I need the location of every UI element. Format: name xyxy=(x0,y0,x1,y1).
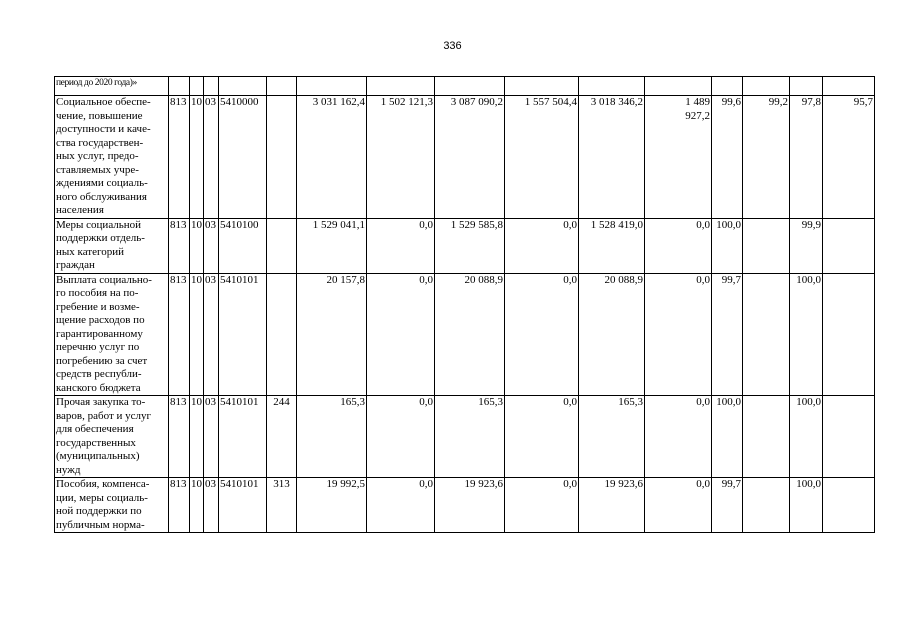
subsection-code xyxy=(204,77,219,96)
value-5: 165,3 xyxy=(579,396,645,478)
subsection-code: 03 xyxy=(204,96,219,219)
value-5: 1 528 419,0 xyxy=(579,218,645,273)
table-row xyxy=(55,396,875,478)
percent-1: 100,0 xyxy=(712,396,743,478)
value-2: 1 502 121,3 xyxy=(367,96,435,219)
value-4 xyxy=(505,77,579,96)
percent-4 xyxy=(823,273,875,396)
target-article-code xyxy=(219,77,267,96)
target-article-code: 5410000 xyxy=(219,96,267,219)
percent-2 xyxy=(743,478,790,533)
expense-type-code: 244 xyxy=(267,396,297,478)
section-code xyxy=(190,77,204,96)
value-1: 165,3 xyxy=(297,396,367,478)
percent-1: 99,7 xyxy=(712,273,743,396)
value-6 xyxy=(645,77,712,96)
value-6: 0,0 xyxy=(645,396,712,478)
section-code: 10 xyxy=(190,478,204,533)
gov-code: 813 xyxy=(169,273,190,396)
section-code: 10 xyxy=(190,96,204,219)
expense-type-code xyxy=(267,96,297,219)
target-article-code: 5410100 xyxy=(219,218,267,273)
expense-type-code xyxy=(267,218,297,273)
subsection-code: 03 xyxy=(204,273,219,396)
percent-4 xyxy=(823,77,875,96)
value-5: 3 018 346,2 xyxy=(579,96,645,219)
table-row xyxy=(55,478,875,533)
target-article-code: 5410101 xyxy=(219,273,267,396)
percent-1 xyxy=(712,77,743,96)
value-4: 0,0 xyxy=(505,273,579,396)
value-1: 20 157,8 xyxy=(297,273,367,396)
target-article-code: 5410101 xyxy=(219,396,267,478)
gov-code: 813 xyxy=(169,96,190,219)
gov-code: 813 xyxy=(169,396,190,478)
value-4: 1 557 504,4 xyxy=(505,96,579,219)
percent-1: 99,6 xyxy=(712,96,743,219)
percent-3: 100,0 xyxy=(790,396,823,478)
gov-code: 813 xyxy=(169,218,190,273)
percent-4 xyxy=(823,396,875,478)
table-row xyxy=(55,96,875,219)
row-name: Пособия, компенса- ции, меры социаль- ной поддержки по публичным норма- xyxy=(55,478,169,533)
value-1 xyxy=(297,77,367,96)
subsection-code: 03 xyxy=(204,218,219,273)
value-6: 1 489 927,2 xyxy=(645,96,712,219)
percent-4 xyxy=(823,218,875,273)
value-4: 0,0 xyxy=(505,396,579,478)
value-1: 1 529 041,1 xyxy=(297,218,367,273)
value-1: 19 992,5 xyxy=(297,478,367,533)
percent-3 xyxy=(790,77,823,96)
value-2: 0,0 xyxy=(367,396,435,478)
table-row xyxy=(55,218,875,273)
percent-1: 99,7 xyxy=(712,478,743,533)
table-row-continuation xyxy=(55,77,875,96)
budget-table xyxy=(54,76,875,533)
percent-3: 100,0 xyxy=(790,273,823,396)
value-2: 0,0 xyxy=(367,478,435,533)
target-article-code: 5410101 xyxy=(219,478,267,533)
row-name: Выплата социально- го пособия на по- гребение и возме- щение расходов по гарантированному перечню услуг по погребению за счет средств республи- канского бюджета xyxy=(55,273,169,396)
section-code: 10 xyxy=(190,273,204,396)
percent-2 xyxy=(743,218,790,273)
percent-2 xyxy=(743,273,790,396)
section-code: 10 xyxy=(190,218,204,273)
value-2: 0,0 xyxy=(367,273,435,396)
value-5: 19 923,6 xyxy=(579,478,645,533)
value-3: 20 088,9 xyxy=(435,273,505,396)
value-4: 0,0 xyxy=(505,478,579,533)
percent-4: 95,7 xyxy=(823,96,875,219)
value-2 xyxy=(367,77,435,96)
expense-type-code: 313 xyxy=(267,478,297,533)
row-name: Социальное обеспе- чение, повышение доступности и каче- ства государствен- ных услуг, предо- ставляемых учре- ждениями социаль- ного обслуживания населения xyxy=(55,96,169,219)
percent-2: 99,2 xyxy=(743,96,790,219)
row-name: период до 2020 года)» xyxy=(55,77,169,96)
value-3: 1 529 585,8 xyxy=(435,218,505,273)
percent-3: 97,8 xyxy=(790,96,823,219)
subsection-code: 03 xyxy=(204,396,219,478)
percent-4 xyxy=(823,478,875,533)
value-6: 0,0 xyxy=(645,478,712,533)
expense-type-code xyxy=(267,273,297,396)
value-5 xyxy=(579,77,645,96)
page-number: 336 xyxy=(443,40,462,52)
gov-code xyxy=(169,77,190,96)
percent-2 xyxy=(743,396,790,478)
value-1: 3 031 162,4 xyxy=(297,96,367,219)
expense-type-code xyxy=(267,77,297,96)
table-row xyxy=(55,273,875,396)
percent-3: 100,0 xyxy=(790,478,823,533)
percent-1: 100,0 xyxy=(712,218,743,273)
value-3 xyxy=(435,77,505,96)
value-3: 3 087 090,2 xyxy=(435,96,505,219)
value-6: 0,0 xyxy=(645,273,712,396)
value-3: 19 923,6 xyxy=(435,478,505,533)
row-name: Меры социальной поддержки отдель- ных категорий граждан xyxy=(55,218,169,273)
percent-2 xyxy=(743,77,790,96)
row-name: Прочая закупка то- варов, работ и услуг для обеспечения государственных (муниципальных) нужд xyxy=(55,396,169,478)
percent-3: 99,9 xyxy=(790,218,823,273)
subsection-code: 03 xyxy=(204,478,219,533)
value-3: 165,3 xyxy=(435,396,505,478)
value-6: 0,0 xyxy=(645,218,712,273)
value-4: 0,0 xyxy=(505,218,579,273)
section-code: 10 xyxy=(190,396,204,478)
value-5: 20 088,9 xyxy=(579,273,645,396)
value-2: 0,0 xyxy=(367,218,435,273)
gov-code: 813 xyxy=(169,478,190,533)
